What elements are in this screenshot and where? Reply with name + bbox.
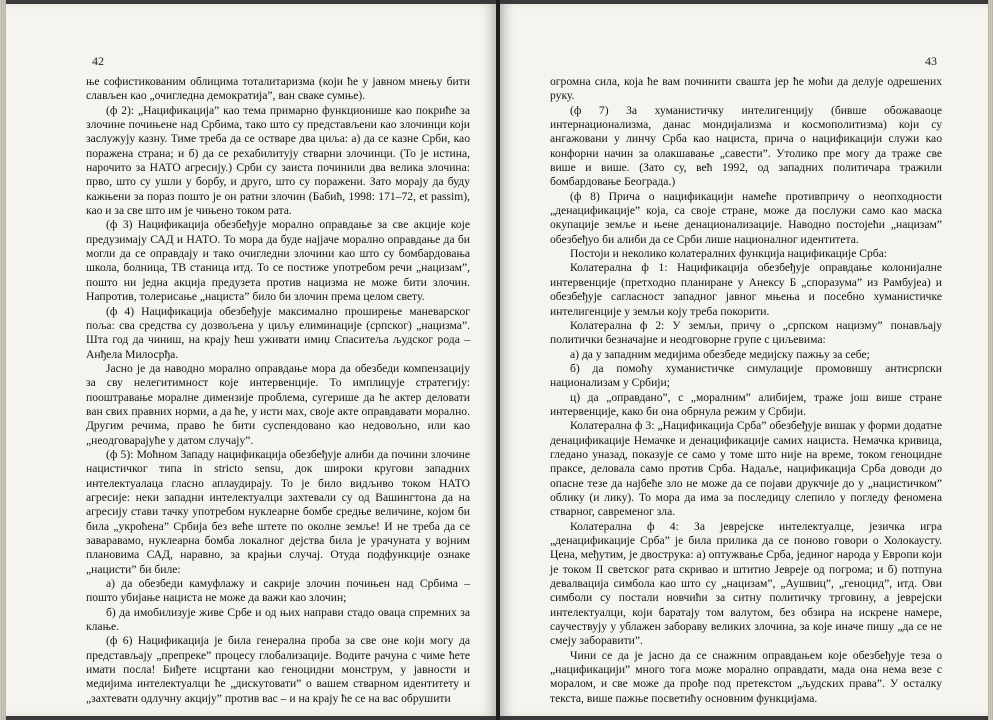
paragraph: (ф 7) За хуманистичку интелигенцију (бивше обожаваоце интернационализма, данас мондијализма и космополитизма) који су ангажовани у линчу Срба као нациста, прича о нацификацији служи као конфорни начин за олакшавање „савести”. Утолико пре могу да траже све више и више. (Зато су, већ 1992, од западних политичара тражили бомбардовање Београда.) xyxy=(550,103,942,189)
paragraph: б) да имобилизује живе Србе и од њих направи стадо оваца спремних за клање. xyxy=(86,605,470,634)
right-page-text xyxy=(550,75,942,706)
paragraph: Колатерална ф 4: За јеврејске интелектуалце, језичка игра „денацификације Срба” је била прилика да се поново говори о Холокаусту. Цена, међутим, је двострука: а) оптужвање Срба, јединог народа у Европи који је током II светског рата скривао и штитио Јевреје од погрома; и б) потпуна девалвација симбола као што су „нацизам”, „Аушвиц”, „геноцид”, итд. Ови симболи су постали новчићи за ситну политичку трговину, а јеврејски интелектуалци, који баратају том валутом, без обзира на искрене намере, саучествују у ублажен забораву великих злочина, за које иначе пишу „да се не смеју заборавити”. xyxy=(550,519,942,648)
paragraph: Колатерална ф 2: У земљи, причу о „српском нацизму” понављају политички безначајне и неодговорне групе с циљевима: xyxy=(550,318,942,347)
page-number-right: 43 xyxy=(925,54,937,68)
paragraph: ње софистикованим облицима тоталитаризма (који ће у јавном мнењу бити слављен као „очигледна демократија”, ван сваке сумње). xyxy=(86,75,470,103)
paragraph: ц) да „оправдано”, с „моралним” алибијем, траже још више стране интервенције, како би она обрнула режим у Србији. xyxy=(550,390,942,418)
paragraph: Колатерална ф 1: Нацификација обезбеђује оправдање колонијалне интервенције (претходно планиране у Анексу Б „споразума” из Рамбујеа) и обезбеђује сагласност западног јавног мњења и посебно хуманистичке интелигенције у земљи коју треба покорити. xyxy=(550,261,942,318)
page-number-left: 42 xyxy=(92,54,104,68)
left-page-text xyxy=(86,75,470,706)
page-edge-right xyxy=(988,0,993,720)
paragraph: а) да у западним медијима обезбеде медијску пажњу за себе; xyxy=(570,347,870,361)
paragraph: (ф 3) Нацификација обезбеђује морално оправдање за све акције које предузимају САД и НАТО. То мора да буде најјаче морално оправдање да би могли да се оправдају и тако очигледни злочини као што су бомбардовања школа, болница, ТВ станица итд. То се постиже употребом речи „нацизам”, пошто ни једна акција предузета против нацизма не може бити злочин. Напротив, толерисање „нациста” било би злочин према целом свету. xyxy=(86,218,470,304)
paragraph: огромна сила, која ће вам починити свашта јер ће моћи да делује одрешених руку. xyxy=(550,75,942,103)
paragraph: б) да помоћу хуманистичке симулације промовишу антисрпски национализам у Србији; xyxy=(550,361,942,390)
paragraph: (ф 5): Моћном Западу нацификација обезбеђује алиби да почини злочине нацистичког типа in stricto sensu, док широки кругови западних интелектуалаца гласно аплаудирају. То је било видљиво током НАТО агресије: неки западни интелектуалци захтевали су од Вашингтона да на агресију стави тачку употребом нуклеарне бомбе средње величине, којом би била „укроћена” Србија без веће штете по околне земље! И не треба да се заваравамо, нуклеарна бомба локалног дејства била је урачуната у војним плановима САД, наравно, за крајњи случај. Отуда подфункције ознаке „нацисти” би биле: xyxy=(86,447,470,576)
paragraph: (ф 4) Нацификација обезбеђује максимално проширење маневарског поља: сва средства су дозвољена у циљу елиминације (српског) „нацизма”. Шта год да чиниш, на крају ћеш уживати имиџ Спаситеља људског рода – Анђела Милосрђа. xyxy=(86,304,470,361)
paragraph: Колатерална ф 3: „Нацификација Срба” обезбеђује вишак у форми додатне денацификације Немачке и денацификације самих нациста. Немачка кривица, гледано уназад, показује се само у томе што није на време, током геноцидне праксе, деловала само против Срба. Надаље, нацификација Срба доводи до опасне тезе да најбеће зло не може да се појави друкчије до у „нацистичком” облику (и лику). То мора да има за последицу слепило у погледу феномена стварног, савременог зла. xyxy=(550,419,942,519)
left-page xyxy=(6,4,496,716)
paragraph: Чини се да је јасно да се снажним оправдањем које обезбеђује теза о „нацификацији” много тога може морално оправдати, мада она нема везе с моралом, и све може да прође под претекстом „људских права”. У осталку текста, више пажње посветићу основним функцијама. xyxy=(550,648,942,705)
paragraph: (ф 6) Нацификација је била генерална проба за све оне који могу да представљају „препреке” процесу глобализације. Водите рачуна с чиме ћете имати посла! Биђете исцртани као геноцидни монструм, у јавности и медијима интелектуалци ће „дискутовати” о вашем стварном идентитету и „захтевати одлучну акцију” против вас – и на крају ће се на вас обрушити xyxy=(86,634,470,705)
paragraph: (ф 8) Прича о нацификацији намеће противпричу о неопходности „денацификације” која, са своје стране, може да послужи само као маска окупације земље и њене денационализације. Наводно постојећи „нацизам” обезбеђуо би алиби да се Срби лише националног идентитета. xyxy=(550,189,942,246)
paragraph: Постоји и неколико колатералних функција нацификације Срба: xyxy=(570,247,888,261)
right-page xyxy=(500,4,988,716)
paragraph: а) да обезбеди камуфлажу и сакрије злочин почињен над Србима – пошто убијање нациста не може да важи као злочин; xyxy=(86,577,470,605)
paragraph: (ф 2): „Нацификација” као тема примарно функционише као покриће за злочине почињене над Србима, тако што су представљени као злочинци који заслужују казну. Тиме треба да се остваре два циља: а) да се казне Срби, као поражена страна; и б) да се рехабилитују стварни злочинци. (То је истина, нарочито за НАТО агресију.) Срби су заиста починили два велика злочина: прво, што су ушли у борбу, и друго, што су поражени. Зато морају да буду кажњени за пораз пошто је он ратни злочин (Бабић, 1998: 171–72, et passim), као и за све што им је чињено током рата. xyxy=(86,103,470,218)
paragraph: Јасно је да наводно морално оправдање мора да обезбеди компензацију за сву нелегитимност које интервенције. То имплицује стратегију: пооштравање моралне димензије проблема, сугерише да ће актер деловати ван свих правних норми, а да ће, у исти мах, своје акте оправдавати морално. Другим речима, право ће бити суспендовано као недовољно, или као „неодговарајуће у датом случају”. xyxy=(86,361,470,447)
